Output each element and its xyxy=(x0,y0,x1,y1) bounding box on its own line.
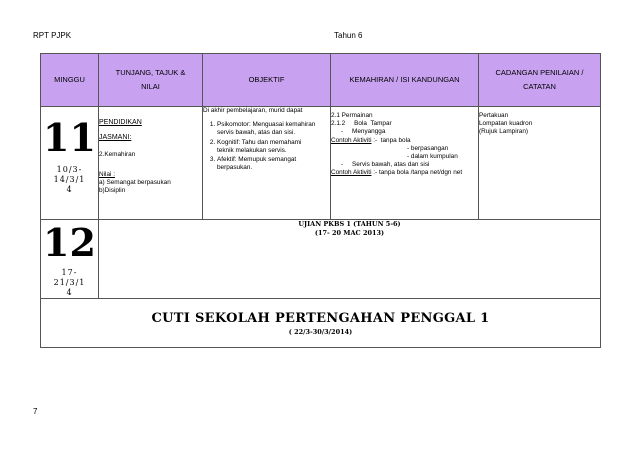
break-dates: ( 22/3-30/3/2014) xyxy=(288,327,353,336)
week-number: 12 xyxy=(43,220,96,265)
exam-dates: (17- 20 MAC 2013) xyxy=(314,229,385,237)
content-line: - dalam kumpulan xyxy=(407,153,458,161)
objective-item: 2. Kognitif: Tahu dan memahami teknik melakukan servis. xyxy=(217,139,330,155)
table-row-week-12 xyxy=(41,220,601,299)
nilai-a: a) Semangat berpasukan xyxy=(99,178,171,186)
week-cell xyxy=(41,107,99,220)
col-cadangan: CADANGAN PENILAIAN / CATATAN xyxy=(479,54,601,107)
content-line: 2.1 Permainan xyxy=(331,112,373,119)
objective-cell xyxy=(203,107,331,220)
table-row-break xyxy=(41,299,601,348)
content-line: - berpasangan xyxy=(407,144,449,152)
content-line: Contoh Aktiviti :- tanpa bola xyxy=(331,136,411,144)
topic-cell xyxy=(99,107,203,220)
week-cell xyxy=(41,220,99,299)
content-line: 2.1.2 Bola Tampar xyxy=(331,120,392,128)
objective-item: 1. Psikomotor: Menguasai kemahiran servis bawah, atas dan sisi. xyxy=(217,121,330,137)
lesson-plan-table xyxy=(40,53,601,348)
objective-intro: Di akhir pembelajaran, murid dapat xyxy=(203,107,303,114)
nilai-label: Nilai : xyxy=(99,170,115,178)
content-cell xyxy=(331,107,479,220)
break-title: CUTI SEKOLAH PERTENGAHAN PENGGAL 1 xyxy=(151,310,490,326)
topic-skill: 2.Kemahiran xyxy=(99,151,136,159)
table-row-week-11 xyxy=(41,107,601,220)
week-date: 17- 21/3/1 4 xyxy=(53,268,86,297)
header-right: Tahun 6 xyxy=(334,31,363,40)
nilai-b: b)Disiplin xyxy=(99,187,126,195)
col-kemahiran: KEMAHIRAN / ISI KANDUNGAN xyxy=(331,54,479,107)
col-minggu: MINGGU xyxy=(41,54,99,107)
header-left: RPT PJPK xyxy=(33,31,72,40)
col-objektif: OBJEKTIF xyxy=(203,54,331,107)
content-line: - Servis bawah, atas dan sisi xyxy=(341,161,430,169)
exam-cell xyxy=(99,220,601,299)
break-cell xyxy=(41,299,601,348)
assessment-line: Pertakuan xyxy=(479,112,509,119)
week-date: 10/3- 14/3/1 4 xyxy=(53,165,86,194)
assessment-line: Lompatan kuadron xyxy=(479,120,533,128)
exam-title: UJIAN PKBS 1 (TAHUN 5-6) xyxy=(298,220,401,228)
assessment-cell xyxy=(479,107,601,220)
content-line: Contoh Aktiviti :- tanpa bola /tanpa net/dgn net xyxy=(331,169,463,177)
assessment-line: (Rujuk Lampiran) xyxy=(479,128,529,136)
topic-subtitle: JASMANI: xyxy=(99,134,132,142)
objective-list xyxy=(203,121,330,172)
content-line: - Menyangga xyxy=(341,128,386,136)
page-number: 7 xyxy=(33,407,38,416)
topic-title: PENDIDIKAN xyxy=(99,119,142,126)
col-tunjang: TUNJANG, TAJUK & NILAI xyxy=(99,54,203,107)
table-header-row xyxy=(41,54,601,107)
week-number: 11 xyxy=(43,115,96,160)
objective-item: 3. Afektif: Memupuk semangat berpasukan. xyxy=(217,156,330,172)
